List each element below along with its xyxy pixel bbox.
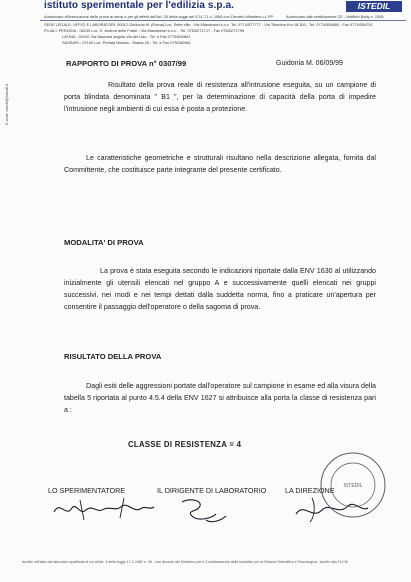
svg-text:ISTEDIL: ISTEDIL bbox=[343, 483, 363, 489]
place-date: Guidonia M. 06/09/99 bbox=[276, 60, 343, 67]
signature-label-lab-director: IL DIRIGENTE DI LABORATORIO bbox=[157, 486, 267, 495]
filiali-line-1: FILIALI: PERUGIA - 06100 Loc. S. Andrea delle Fratte - Via Maestranzi s.n.c. - Tel. 075/5271717 - Fax 075/5271799 bbox=[44, 28, 244, 33]
paragraph-modalita: La prova è stata eseguita secondo le indicazioni riportate dalla ENV 1630 al utilizzando inizialmente gli utensili elencati nel gruppo A e successivamente quelli elencati nei gruppi successivi, nei modi e nei tempi dettati dalla suddetta norma, fino a praticare un'apertura per consentire il passaggio dell'operatore o della sagoma di prova. bbox=[64, 267, 376, 311]
signature-experimenter bbox=[50, 494, 160, 524]
certification-line: Autorizzato alla certificazione CE - Notified Body n. 1555 bbox=[286, 14, 384, 19]
paragraph-intro: Risultato della prova reale di resistenza all'intrusione eseguita, su un campione di porta blindata denominata " B1 ", per la determinazione di capacità della porta di impedire l'intrusione negli ambienti di cui essa è posta a protezione. bbox=[64, 81, 376, 113]
signature-label-experimenter: LO SPERIMENTATORE bbox=[48, 486, 126, 495]
filiali-line-3: SASSARI - 07100 Loc. Predda Niedda - Strada 25 - Tel. e Fax 079/260661 bbox=[62, 40, 191, 45]
signature-lab-director bbox=[172, 494, 252, 528]
sede-line: SEDE LEGALE: UFFICI E LABORATORI: 00012 Guidonia M. (Roma) Loc. Sette ville - Via Maestranzi s.n.c. Tel. 0774/577777 - Via Tiburtina Km 18,300 - Tel. 0774/354880 - Fax 0774/354792 bbox=[44, 22, 373, 27]
report-title: RAPPORTO DI PROVA n° 0307/99 bbox=[66, 59, 187, 68]
istedil-logo: ISTEDIL bbox=[346, 1, 402, 12]
header-rule bbox=[40, 20, 406, 21]
signature-label-direction: LA DIREZIONE bbox=[285, 486, 335, 495]
footer-note: Iscritto nell'albo dei laboratori qualificati di cui all'art. 4 della legge 17-2-1982 n. 46 - con decreto del Ministero per il Coordinamento delle Iniziative per la Ricerca Scientifica e Tecnologica - iscritto alla FLCM bbox=[22, 560, 348, 564]
filiali-line-2: LATINA - 04100 Via Nascosa angolo Via del Lido - Tel. e Fax 0773/600661 bbox=[62, 34, 191, 39]
paragraph-risultato: Dagli esiti delle aggressioni portate dall'operatore sul campione in esame ed alla visura della tabella 5 riportata al punto 4.5.4 della ENV 1627 si attribuisce alla porta la classe di resistenza pari a : bbox=[64, 382, 376, 414]
official-stamp bbox=[318, 450, 388, 520]
paragraph-description: Le caratteristiche geometriche e strutturali risultano nella descrizione allegata, fornita dal Committente, che costituisce parte integrante del presente certificato. bbox=[64, 154, 376, 174]
section-title-modalita: MODALITA' DI PROVA bbox=[64, 238, 144, 247]
authorization-line: Autorizzato all'esecuzione delle prove ai sensi e per gli effetti dell'Art. 20 della legge del 5-11-71 n. 1086 con Decreto Ministero LL.PP. bbox=[44, 14, 274, 19]
section-title-risultato: RISULTATO DELLA PROVA bbox=[64, 352, 162, 361]
institute-name: istituto sperimentale per l'edilizia s.p.a. bbox=[44, 0, 235, 11]
resistance-class: CLASSE DI RESISTENZA = 4 bbox=[128, 440, 242, 449]
side-margin-text: E-mail: istedil@istedil.it bbox=[4, 83, 9, 125]
